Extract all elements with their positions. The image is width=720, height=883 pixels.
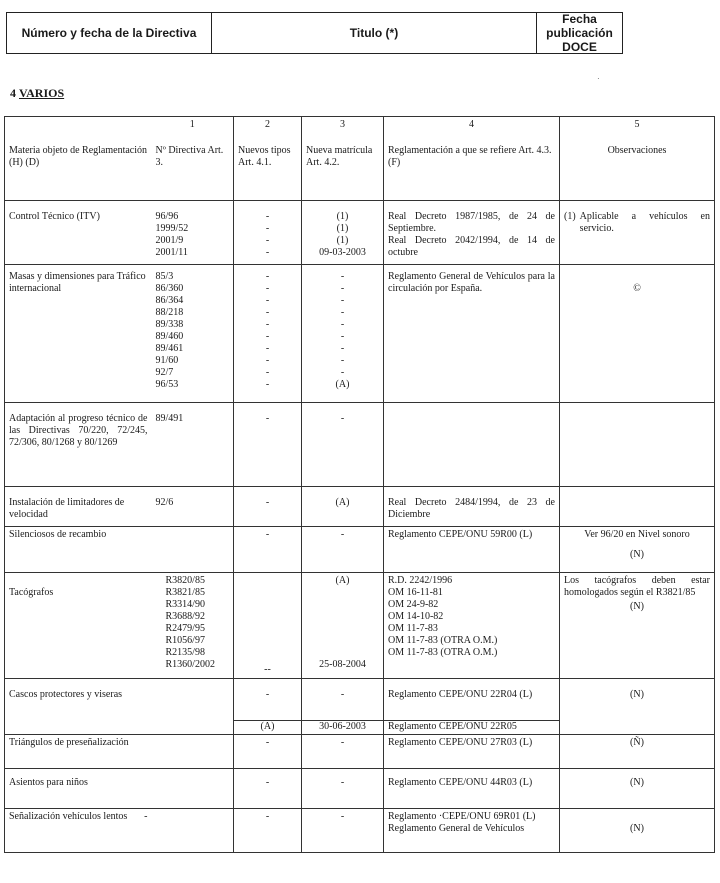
- itv-directivas: [152, 201, 234, 265]
- tacografos-directiva-7: R2135/98: [165, 647, 205, 658]
- col-4-number: 4: [469, 119, 474, 130]
- masas-nuevos-3: -: [265, 295, 270, 306]
- tacografos-nuevos: --: [234, 573, 302, 679]
- masas-nuevos-7: -: [265, 343, 270, 354]
- table-row-masas: [5, 265, 715, 403]
- itv-nuevos: [234, 201, 302, 265]
- asientos-nueva: -: [302, 769, 384, 809]
- masas-directiva-3: 86/364: [155, 295, 184, 306]
- limitadores-nueva: (A): [302, 487, 384, 527]
- adaptacion-directiva: 89/491: [152, 403, 234, 487]
- masas-nuevos-10: -: [265, 379, 270, 390]
- asientos-observaciones: (N): [560, 769, 715, 809]
- header-fecha-line-2: publicación: [546, 26, 613, 40]
- masas-directiva-10: 96/53: [155, 379, 179, 390]
- itv-nueva: [302, 201, 384, 265]
- cascos-sub-reglamentacion: Reglamento CEPE/ONU 22R05: [384, 721, 560, 735]
- col-reglamentacion-header: [384, 117, 560, 201]
- tacografos-reg-2: OM 16-11-81: [388, 587, 443, 598]
- silenciosos-directiva: [152, 527, 234, 573]
- limitadores-reglamentacion: Real Decreto 2484/1994, de 23 de Diciembre: [384, 487, 560, 527]
- limitadores-materia: Instalación de limitadores de velocidad: [5, 487, 152, 527]
- adaptacion-nuevos: -: [234, 403, 302, 487]
- itv-obs-mark: (1): [564, 211, 576, 222]
- header-box: [6, 12, 623, 54]
- senalizacion-directiva: -: [144, 811, 148, 822]
- senalizacion-reglamentacion: [384, 809, 560, 853]
- triangulos-nueva: -: [302, 735, 384, 769]
- cascos-reglamentacion: Reglamento CEPE/ONU 22R04 (L): [384, 679, 560, 721]
- triangulos-reglamentacion: Reglamento CEPE/ONU 27R03 (L): [384, 735, 560, 769]
- tacografos-reg-4: OM 14-10-82: [388, 611, 444, 622]
- masas-nueva-8: -: [340, 355, 345, 366]
- senalizacion-materia: [5, 809, 152, 853]
- masas-nueva-9: -: [340, 367, 345, 378]
- table-row-senalizacion: [5, 809, 715, 853]
- itv-nuevos-1: -: [265, 211, 270, 222]
- table-row-triangulos: [5, 735, 715, 769]
- itv-nuevos-4: -: [265, 247, 270, 258]
- triangulos-materia: Triángulos de preseñalización: [5, 735, 152, 769]
- header-directiva: Número y fecha de la Directiva: [7, 13, 212, 53]
- section-title: [10, 86, 64, 101]
- masas-directiva-7: 89/461: [155, 343, 184, 354]
- limitadores-observaciones: [560, 487, 715, 527]
- masas-nuevos-2: -: [265, 283, 270, 294]
- col-2-number: 2: [265, 119, 270, 130]
- table-row-itv: [5, 201, 715, 265]
- header-fecha-line-3: DOCE: [562, 40, 597, 54]
- scan-mark: ·: [597, 74, 600, 83]
- tacografos-directiva-1: R3820/85: [165, 575, 205, 586]
- section-number: 4: [10, 86, 16, 100]
- tacografos-reg-5: OM 11-7-83: [388, 623, 438, 634]
- itv-reglamentacion-2: Real Decreto 2042/1994, de 14 de octubre: [388, 235, 555, 258]
- senalizacion-reg-2: Reglamento General de Vehículos: [388, 823, 525, 834]
- cascos-sub-nueva: 30-06-2003: [302, 721, 384, 735]
- masas-observaciones: ©: [560, 265, 715, 403]
- regulation-table: [4, 116, 715, 853]
- cascos-observaciones: (N): [560, 679, 715, 735]
- asientos-materia: Asientos para niños: [5, 769, 152, 809]
- itv-nueva-3: (1): [336, 235, 349, 246]
- tacografos-materia: Tacógrafos: [5, 573, 152, 679]
- asientos-directiva: [152, 769, 234, 809]
- cascos-nueva: -: [302, 679, 384, 721]
- masas-nuevos: [234, 265, 302, 403]
- masas-nuevos-1: -: [265, 271, 270, 282]
- masas-directiva-6: 89/460: [155, 331, 184, 342]
- table-row-asientos: [5, 769, 715, 809]
- masas-nueva-3: -: [340, 295, 345, 306]
- cascos-sub-nuevos: (A): [234, 721, 302, 735]
- masas-nueva-10: (A): [335, 379, 350, 390]
- limitadores-directiva: 92/6: [152, 487, 234, 527]
- col-nueva-header: [302, 117, 384, 201]
- masas-directiva-4: 88/218: [155, 307, 184, 318]
- tacografos-observaciones: [560, 573, 715, 679]
- masas-reglamentacion: Reglamento General de Vehículos para la circulación por España.: [384, 265, 560, 403]
- masas-nueva-6: -: [340, 331, 345, 342]
- masas-nueva: [302, 265, 384, 403]
- itv-directiva-4: 2001/11: [155, 247, 188, 258]
- itv-reglamentacion-1: Real Decreto 1987/1985, de 24 de Septiembre.: [388, 211, 555, 234]
- masas-nueva-2: -: [340, 283, 345, 294]
- masas-nuevos-5: -: [265, 319, 270, 330]
- col-3-number: 3: [340, 119, 345, 130]
- masas-directiva-5: 89/338: [155, 319, 184, 330]
- tacografos-nueva-last: 25-08-2004: [319, 659, 366, 670]
- masas-nuevos-9: -: [265, 367, 270, 378]
- masas-nuevos-6: -: [265, 331, 270, 342]
- itv-observaciones: [560, 201, 715, 265]
- masas-nueva-7: -: [340, 343, 345, 354]
- section-name: VARIOS: [19, 86, 65, 100]
- silenciosos-obs-n: (N): [630, 549, 644, 560]
- masas-nueva-5: -: [340, 319, 345, 330]
- senalizacion-reg-1: Reglamento ·CEPE/ONU 69R01 (L): [388, 811, 536, 822]
- masas-nueva-1: -: [340, 271, 345, 282]
- col-directiva-label: Nº Directiva Art. 3.: [155, 145, 224, 168]
- tacografos-reg-1: R.D. 2242/1996: [388, 575, 453, 586]
- column-header-row: [5, 117, 715, 201]
- itv-obs-text: Aplicable a vehículos en servicio.: [579, 211, 710, 234]
- silenciosos-nuevos: -: [234, 527, 302, 573]
- triangulos-nuevos: -: [234, 735, 302, 769]
- itv-nueva-2: (1): [336, 223, 349, 234]
- tacografos-directiva-3: R3314/90: [165, 599, 205, 610]
- tacografos-reg-7: OM 11-7-83 (OTRA O.M.): [388, 647, 498, 658]
- tacografos-directiva-4: R3688/92: [165, 611, 205, 622]
- tacografos-directivas: [152, 573, 234, 679]
- col-materia-header: [5, 117, 152, 201]
- asientos-nuevos: -: [234, 769, 302, 809]
- col-nuevos-header: [234, 117, 302, 201]
- table-row-adaptacion: [5, 403, 715, 487]
- silenciosos-reglamentacion: Reglamento CEPE/ONU 59R00 (L): [384, 527, 560, 573]
- tacografos-obs-text: Los tacógrafos deben estar homologados según el R3821/85: [564, 575, 710, 598]
- col-5-number: 5: [634, 119, 640, 130]
- table-row-cascos: [5, 679, 715, 721]
- tacografos-directiva-5: R2479/95: [165, 623, 205, 634]
- table-row-limitadores: [5, 487, 715, 527]
- col-reglamentacion-label: Reglamentación a que se refiere Art. 4.3. (F): [388, 145, 552, 168]
- table-row-tacografos: [5, 573, 715, 679]
- masas-nueva-4: -: [340, 307, 345, 318]
- senalizacion-nueva: -: [302, 809, 384, 853]
- adaptacion-materia: Adaptación al progreso técnico de las Directivas 70/220, 72/245, 72/306, 80/1268 y 80/1269: [5, 403, 152, 487]
- triangulos-directiva: [152, 735, 234, 769]
- tacografos-nueva: [302, 573, 384, 679]
- adaptacion-reglamentacion: [384, 403, 560, 487]
- itv-reglamentacion: [384, 201, 560, 265]
- itv-nuevos-3: -: [265, 235, 270, 246]
- adaptacion-observaciones: [560, 403, 715, 487]
- itv-materia: Control Técnico (ITV): [5, 201, 152, 265]
- header-titulo: Titulo (*): [212, 13, 537, 53]
- tacografos-reg-3: OM 24-9-82: [388, 599, 439, 610]
- masas-directiva-1: 85/3: [155, 271, 174, 282]
- header-fecha: [537, 13, 622, 53]
- silenciosos-materia: Silenciosos de recambio: [5, 527, 152, 573]
- col-materia-label: Materia objeto de Reglamentación (H) (D): [9, 145, 148, 168]
- masas-nuevos-8: -: [265, 355, 270, 366]
- tacografos-directiva-2: R3821/85: [165, 587, 205, 598]
- masas-nuevos-4: -: [265, 307, 270, 318]
- cascos-sub-directiva: [152, 721, 234, 735]
- col-observaciones-label: Observaciones: [607, 145, 667, 156]
- col-1-number: 1: [189, 119, 195, 130]
- header-fecha-line-1: Fecha: [562, 12, 597, 26]
- masas-materia: Masas y dimensiones para Tráfico internacional: [5, 265, 152, 403]
- tacografos-nueva-first: (A): [335, 575, 350, 586]
- tacografos-reglamentacion: [384, 573, 560, 679]
- itv-directiva-3: 2001/9: [155, 235, 184, 246]
- senalizacion-materia-text: Señalización vehículos lentos: [9, 811, 128, 822]
- col-directiva-header: [152, 117, 234, 201]
- itv-nueva-1: (1): [336, 211, 349, 222]
- itv-nuevos-2: -: [265, 223, 270, 234]
- senalizacion-observaciones: (N): [560, 809, 715, 853]
- tacografos-directiva-6: R1056/97: [165, 635, 205, 646]
- tacografos-directiva-8: R1360/2002: [165, 659, 215, 670]
- col-nueva-label: Nueva matrícula Art. 4.2.: [306, 145, 373, 168]
- itv-nueva-4: 09-03-2003: [319, 247, 366, 258]
- silenciosos-nueva: -: [302, 527, 384, 573]
- table-row-silenciosos: [5, 527, 715, 573]
- cascos-materia: Cascos protectores y viseras: [5, 679, 152, 721]
- triangulos-observaciones: (Ñ): [560, 735, 715, 769]
- col-observaciones-header: [560, 117, 715, 201]
- asientos-reglamentacion: Reglamento CEPE/ONU 44R03 (L): [384, 769, 560, 809]
- cascos-directiva: [152, 679, 234, 721]
- silenciosos-obs-text: Ver 96/20 en Nivel sonoro: [584, 529, 690, 540]
- limitadores-nuevos: -: [234, 487, 302, 527]
- masas-directiva-2: 86/360: [155, 283, 184, 294]
- masas-directiva-8: 91/60: [155, 355, 179, 366]
- senalizacion-nuevos: -: [234, 809, 302, 853]
- tacografos-reg-6: OM 11-7-83 (OTRA O.M.): [388, 635, 498, 646]
- tacografos-obs-n: (N): [630, 601, 644, 612]
- masas-directiva-9: 92/7: [155, 367, 174, 378]
- itv-directiva-2: 1999/52: [155, 223, 189, 234]
- itv-directiva-1: 96/96: [155, 211, 179, 222]
- adaptacion-nueva: -: [302, 403, 384, 487]
- col-nuevos-label: Nuevos tipos Art. 4.1.: [238, 145, 291, 168]
- cascos-sub-materia: [5, 721, 152, 735]
- silenciosos-observaciones: [560, 527, 715, 573]
- cascos-nuevos: -: [234, 679, 302, 721]
- senalizacion-directiva-cell: [152, 809, 234, 853]
- masas-directivas: [152, 265, 234, 403]
